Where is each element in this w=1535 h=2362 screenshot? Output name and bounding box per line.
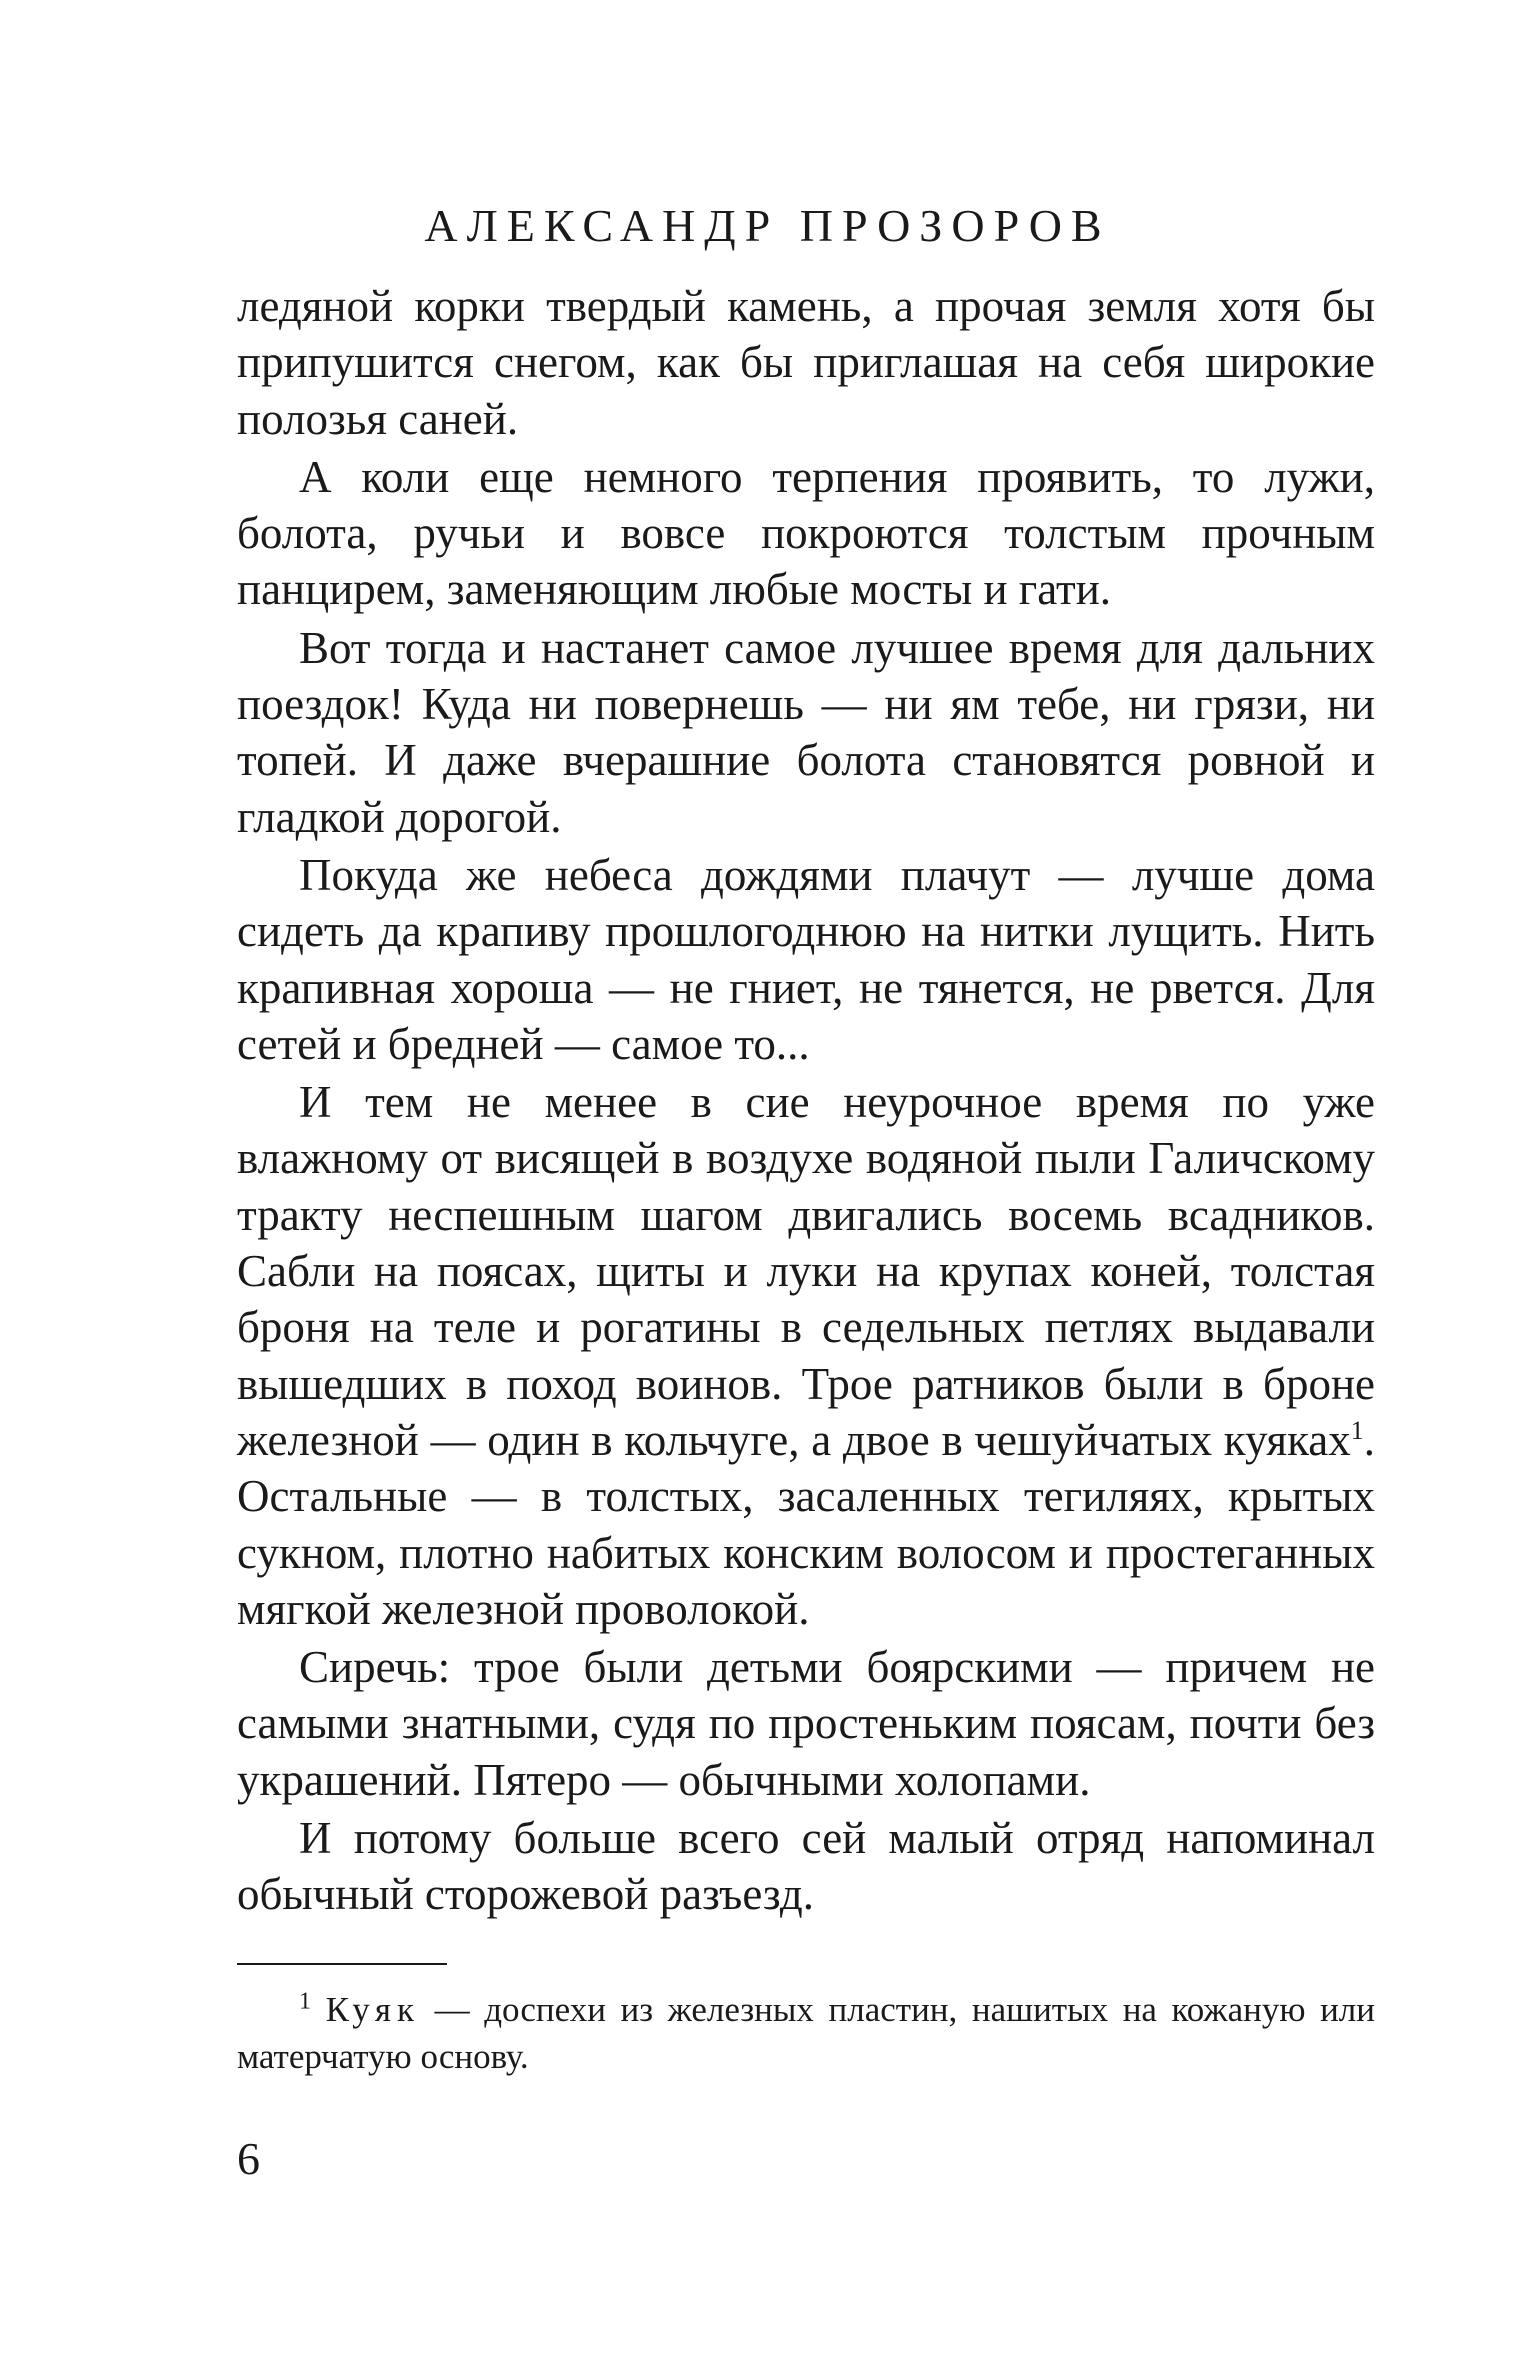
footnote-text: — доспехи из железных пластин, нашитых на кожаную или матерчатую основу.: [237, 1990, 1376, 2076]
footnote-term: Куяк: [325, 1990, 421, 2029]
paragraph-5-text-before-note: И тем не менее в сие неурочное время по уже влажному от висящей в воздухе водяной пыли Галичскому тракту неспешным шагом двигались восемь всадников. Сабли на поясах, щиты и луки на крупах коней, толстая броня на теле и рогатины в седельных петлях выдавали вышедших в поход воинов. Трое ратников были в броне железной — один в кольчуге, а двое в чешуйчатых куяках: [237, 1077, 1375, 1465]
footnote-number: 1: [299, 1988, 311, 2015]
paragraph-4: Покуда же небеса дождями плачут — лучше дома сидеть да крапиву прошлогоднюю на нитки лущить. Нить крапивная хороша — не гниет, не тянется, не рвется. Для сетей и бредней — самое то...: [237, 849, 1375, 1069]
paragraph-5: [237, 1074, 1375, 1637]
footnote: [237, 1986, 1375, 2080]
page-number: 6: [237, 2133, 260, 2184]
body-text: [237, 278, 1375, 1925]
paragraph-3: Вот тогда и настанет самое лучшее время для дальних поездок! Куда ни повернешь — ни ям тебе, ни грязи, ни топей. И даже вчерашние болота становятся ровной и гладкой дорогой.: [237, 622, 1375, 842]
paragraph-7: И потому больше всего сей малый отряд напоминал обычный сторожевой разъезд.: [237, 1813, 1375, 1920]
paragraph-5-text-after-note: . Остальные — в толстых, засаленных тегиляях, крытых сукном, плотно набитых конским волосом и простеганных мягкой железной проволокой.: [237, 1414, 1375, 1634]
paragraph-2: А коли еще немного терпения проявить, то лужи, болота, ручьи и вовсе покроются толстым прочным панцирем, заменяющим любые мосты и гати.: [237, 451, 1375, 615]
paragraph-6: Сиречь: трое были детьми боярскими — причем не самыми знатными, судя по простеньким поясам, почти без украшений. Пятеро — обычными холопами.: [237, 1642, 1375, 1805]
running-head: АЛЕКСАНДР ПРОЗОРОВ: [424, 200, 1111, 251]
footnote-reference: 1: [1350, 1415, 1364, 1445]
footnote-divider: [237, 1963, 447, 1965]
paragraph-1: ледяной корки твердый камень, а прочая земля хотя бы припушится снегом, как бы приглашая на себя широкие полозья саней.: [237, 281, 1375, 444]
